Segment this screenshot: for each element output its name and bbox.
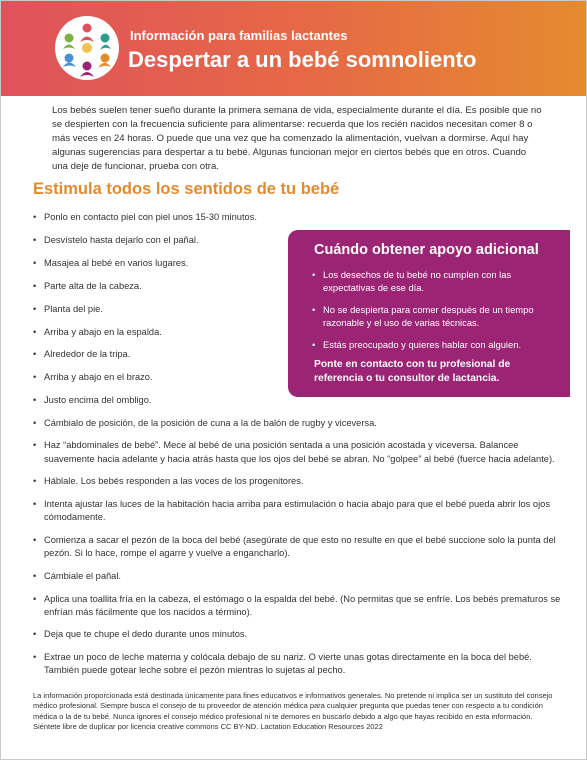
list-item: • Aplica una toallita fría en la cabeza, el estómago o la espalda del bebé. (No permitas que se enfríe. Los bebés prematuros se enfrían más fácilmente que los nacidos a término). (31, 593, 566, 619)
list-item: • Arriba y abajo en la espalda. (31, 326, 566, 339)
list-item: • Estás preocupado y quieres hablar con alguien. (312, 338, 560, 351)
list-item: • No se despierta para comer después de un tiempo razonable y el uso de varias técnicas. (312, 303, 560, 329)
support-box-contact: Ponte en contacto con tu profesional de referencia o tu consultor de lactancia. (314, 359, 511, 384)
section-heading: Estimula todos los sentidos de tu bebé (33, 180, 340, 198)
list-item: • Masajea al bebé en varios lugares. (31, 257, 566, 270)
header-banner (1, 1, 586, 96)
header-subtitle: Información para familias lactantes (130, 28, 348, 43)
list-item: • Justo encima del ombligo. (31, 394, 566, 407)
disclaimer-text: La información proporcionada está destinada únicamente para fines educativos e informativos generales. No pretende ni implica ser un sustituto del consejo médico profesional. Siempre busca el consejo de tu proveedor de atención médica para cualquier pregunta que puedas tener con respecto a tu condición médica o la de tu bebé. Nunca ignores el consejo médico profesional ni te demores en buscarlo debido a algo que hayas recibido en esta información. Siéntete libre de duplicar por licencia creative commons CC BY-ND. Lactation Education Resources 2022 (33, 691, 553, 732)
list-item: • Extrae un poco de leche materna y colócala debajo de su nariz. O vierte unas gotas directamente en la boca del bebé. También puede gotear leche sobre el pezón mientras lo sujetas al pecho. (31, 651, 566, 677)
support-callout-box (288, 230, 570, 397)
page-title: Despertar a un bebé somnoliento (128, 47, 477, 72)
families-circle-logo-icon (55, 16, 119, 80)
support-box-list (312, 268, 560, 360)
list-item: • Ponlo en contacto piel con piel unos 15-30 minutos. (31, 211, 566, 224)
list-item: • Cámbiale el pañal. (31, 570, 566, 583)
list-item: • Los desechos de tu bebé no cumplen con las expectativas de ese día. (312, 268, 560, 294)
list-item: • Parte alta de la cabeza. (31, 280, 566, 293)
logo-figures-icon (55, 16, 119, 80)
list-item: • Deja que te chupe el dedo durante unos minutos. (31, 628, 566, 641)
list-item: • Háblale. Los bebés responden a las voces de los progenitores. (31, 475, 566, 488)
list-item: • Alrededor de la tripa. (31, 348, 566, 361)
intro-paragraph: Los bebés suelen tener sueño durante la primera semana de vida, especialmente durante el día. Es posible que no se despierten con la frecuencia suficiente para alimentarse: recuerda que los recién nacidos necesitan comer 8 o más veces en 24 horas. O puede que una vez que ha comenzado la alimentación, vuelvan a dormirse. Aquí hay algunas sugerencias para despertar a tu bebé. Algunas funcionan mejor en ciertos bebés que en otros. Cuando una deje de funcionar, prueba con otra. (52, 105, 542, 172)
list-item: • Intenta ajustar las luces de la habitación hacia arriba para estimulación o hacia abajo para que el bebé pueda abrir los ojos cómodamente. (31, 498, 566, 524)
support-box-title: Cuándo obtener apoyo adicional (314, 242, 539, 258)
list-item: • Arriba y abajo en el brazo. (31, 371, 566, 384)
list-item: • Comienza a sacar el pezón de la boca del bebé (asegúrate de que esto no resulte en que el bebé succione solo la punta del pezón. Si lo hace, rompe el agarre y vuelve a engancharlo). (31, 534, 566, 560)
list-item: • Planta del pie. (31, 303, 566, 316)
list-item: • Haz “abdominales de bebé”. Mece al bebé de una posición sentada a una posición acostada y viceversa. Balancee suavemente hacia adelante y hacia atrás hasta que los ojos del bebé se abran. No “golpee” al bebé (fuerce hacia adelante). (31, 439, 566, 465)
list-item: • Cámbialo de posición, de la posición de cuna a la de balón de rugby y viceversa. (31, 417, 566, 430)
list-item: • Desvístelo hasta dejarlo con el pañal. (31, 234, 566, 247)
